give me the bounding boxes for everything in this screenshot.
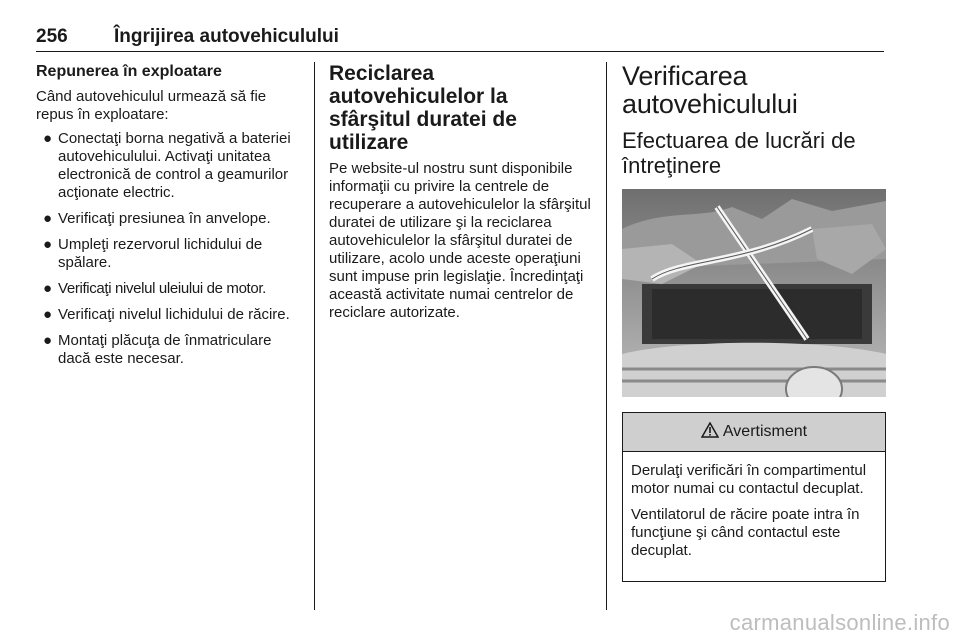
- bullet-list: [36, 130, 298, 368]
- bullet-icon: ●: [43, 236, 53, 253]
- engine-bay-photo: [622, 189, 886, 397]
- column-recycling: [329, 62, 591, 328]
- list-item: [36, 280, 298, 298]
- warning-paragraph: Ventilatorul de răcire poate intra în funcţiune şi când contactul este decuplat.: [631, 506, 860, 559]
- bullet-icon: ●: [43, 210, 53, 227]
- list-item: [36, 332, 298, 368]
- warning-paragraph: Derulaţi verificări în compartimentul motor numai cu contactul decuplat.: [631, 462, 867, 497]
- warning-triangle-icon: [701, 422, 719, 443]
- column-recommissioning: [36, 62, 298, 376]
- warning-header: [623, 413, 885, 452]
- page-number: 256: [36, 26, 68, 47]
- list-item-text: Verificaţi presiunea în anvelope.: [58, 210, 271, 227]
- page-header: [36, 26, 884, 50]
- warning-title: Avertisment: [722, 423, 808, 440]
- warning-body: [623, 452, 885, 560]
- list-item: [36, 210, 298, 228]
- running-title: Îngrijirea autovehiculului: [114, 26, 339, 47]
- bullet-icon: ●: [43, 306, 53, 323]
- column-divider-2: [606, 62, 607, 610]
- warning-box: [622, 412, 886, 582]
- list-item-text: Montaţi plăcuţa de înmatriculare dacă este necesar.: [58, 332, 272, 367]
- list-item-text: Umpleţi rezervorul lichidului de spălare.: [58, 236, 263, 271]
- section-heading: Efectuarea de lucrări de întreţinere: [622, 128, 856, 178]
- section-body: Pe website-ul nostru sunt disponibile informaţii cu privire la centrele de recuperare a autovehiculelor la sfârşitul duratei de utilizare şi la reciclarea autovehiculelor la sfârşitul duratei de utilizare, acolo unde aceste operaţiuni sunt impuse prin legislaţie. Încredinţaţi această activitate numai centrelor de reciclare autorizate.: [329, 160, 591, 321]
- bullet-icon: ●: [43, 280, 52, 297]
- section-heading: Repunerea în exploatare: [36, 63, 222, 80]
- list-item-text: Verificaţi nivelul lichidului de răcire.: [58, 306, 290, 323]
- engine-bay-illustration: [622, 189, 886, 397]
- list-item-text: Conectaţi borna negativă a bateriei autovehiculului. Activaţi unitatea electronică de control a geamurilor acţionate electric.: [58, 130, 291, 201]
- section-heading: Reciclarea autovehiculelor la sfârşitul duratei de utilizare: [329, 62, 517, 154]
- column-divider-1: [314, 62, 315, 610]
- watermark: carmanualsonline.info: [729, 610, 950, 635]
- header-rule: [36, 51, 884, 52]
- list-item-text: Verificaţi nivelul uleiului de motor.: [58, 280, 267, 297]
- section-intro: Când autovehiculul urmează să fie repus în exploatare:: [36, 88, 267, 123]
- column-vehicle-check: [622, 62, 886, 186]
- list-item: [36, 236, 298, 272]
- bullet-icon: ●: [43, 130, 53, 147]
- list-item: [36, 130, 298, 202]
- chapter-heading: Verificarea autovehiculului: [622, 61, 798, 119]
- list-item: [36, 306, 298, 324]
- bullet-icon: ●: [43, 332, 53, 349]
